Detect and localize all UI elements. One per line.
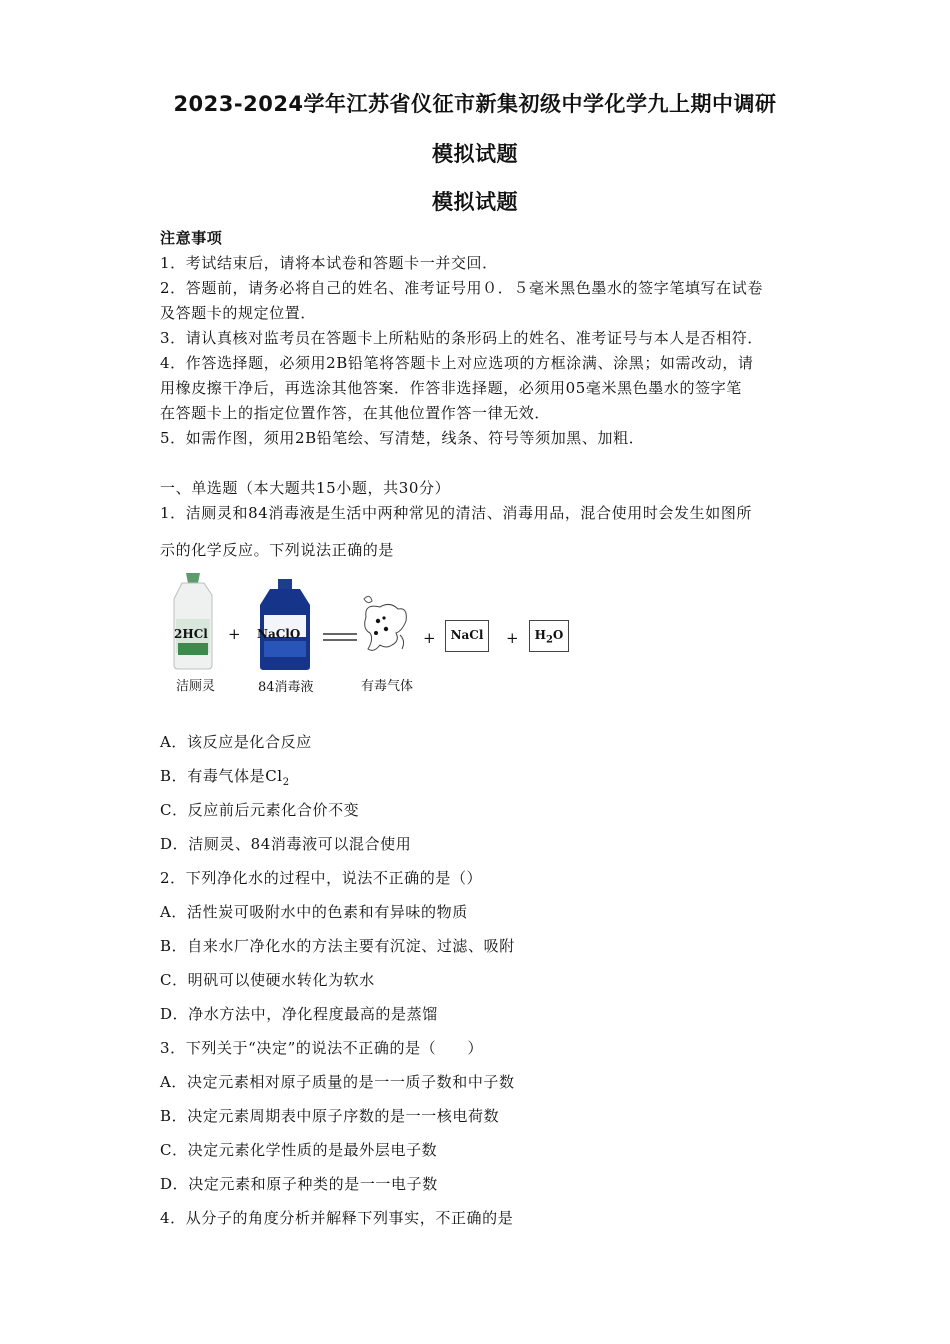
- product-water-o: O: [552, 628, 564, 642]
- question-1-option-b: [160, 765, 800, 788]
- product-water-box: [529, 620, 569, 652]
- notice-line: 1．考试结束后，请将本试卷和答题卡一并交回．: [160, 254, 498, 272]
- notice-line: 4．作答选择题，必须用2B铅笔将答题卡上对应选项的方框涂满、涂黑；如需改动，请: [160, 354, 754, 372]
- question-3-option: A．决定元素相对原子质量的是一一质子数和中子数: [160, 1073, 515, 1091]
- notice-line: 用橡皮擦干净后，再选涂其他答案．作答非选择题，必须用05毫米黑色墨水的签字笔: [160, 379, 742, 397]
- question-2-option: B．自来水厂净化水的方法主要有沉淀、过滤、吸附: [160, 937, 515, 955]
- question-2-option: A．活性炭可吸附水中的色素和有异味的物质: [160, 903, 468, 921]
- question-2-stem: 2．下列净化水的过程中，说法不正确的是（）: [160, 869, 483, 887]
- question-4-stem: 4．从分子的角度分析并解释下列事实，不正确的是: [160, 1209, 514, 1227]
- bottle-2-caption: 84消毒液: [258, 680, 314, 695]
- question-3-option: B．决定元素周期表中原子序数的是一一核电荷数: [160, 1107, 500, 1125]
- question-2-option: D．净水方法中，净化程度最高的是蒸馏: [160, 1005, 438, 1023]
- option-b-subscript: 2: [282, 777, 290, 788]
- toilet-cleaner-bottle-icon: [168, 569, 218, 671]
- page-title: 2023-2024学年江苏省仪征市新集初级中学化学九上期中调研: [173, 92, 777, 116]
- question-3-option: D．决定元素和原子种类的是一一电子数: [160, 1175, 438, 1193]
- question-3-option: C．决定元素化学性质的是最外层电子数: [160, 1141, 438, 1159]
- option-b-text: B．有毒气体是Cl: [160, 767, 283, 785]
- section-heading: 一、单选题（本大题共15小题，共30分）: [160, 479, 451, 497]
- question-1-stem: 1．洁厕灵和84消毒液是生活中两种常见的清洁、消毒用品，混合使用时会发生如图所: [160, 504, 753, 522]
- notice-line: 在答题卡上的指定位置作答，在其他位置作答一律无效．: [160, 404, 551, 422]
- plus-sign: +: [423, 629, 436, 647]
- question-1-option-a: A．该反应是化合反应: [160, 733, 312, 751]
- plus-sign: +: [506, 629, 519, 647]
- question-2-option: C．明矾可以使硬水转化为软水: [160, 971, 375, 989]
- disinfectant-bottle-icon: [256, 577, 316, 671]
- gas-caption: 有毒气体: [361, 679, 414, 694]
- notice-line: 2．答题前，请务必将自己的姓名、准考证号用０．５毫米黑色墨水的签字笔填写在试卷: [160, 279, 763, 297]
- bottle-1-formula: 2HCl: [174, 627, 208, 641]
- product-nacl-label: NaCl: [450, 628, 484, 642]
- product-water-subscript: 2: [545, 634, 553, 646]
- page-subtitle: 模拟试题: [432, 190, 518, 214]
- reaction-figure: [160, 565, 580, 700]
- question-3-stem: 3．下列关于“决定”的说法不正确的是（ ）: [160, 1039, 484, 1057]
- product-water-h: H: [534, 628, 546, 642]
- bottle-1-caption: 洁厕灵: [176, 679, 216, 694]
- notice-line: 5．如需作图，须用2B铅笔绘、写清楚，线条、符号等须加黑、加粗．: [160, 429, 645, 447]
- product-nacl-box: [445, 620, 489, 652]
- plus-sign: +: [228, 625, 241, 643]
- question-1-option-c: C．反应前后元素化合价不变: [160, 801, 360, 819]
- notice-line: 及答题卡的规定位置．: [160, 304, 317, 322]
- notice-line: 3．请认真核对监考员在答题卡上所粘贴的条形码上的姓名、准考证号与本人是否相符．: [160, 329, 763, 347]
- equals-sign-icon: [323, 631, 357, 643]
- toxic-gas-icon: [356, 591, 416, 666]
- notice-heading: 注意事项: [160, 229, 223, 247]
- question-1-stem-cont: 示的化学反应。下列说法正确的是: [160, 541, 395, 559]
- page-title-line2: 模拟试题: [432, 142, 518, 166]
- bottle-2-formula: NaClO: [257, 627, 301, 641]
- question-1-option-d: D．洁厕灵、84消毒液可以混合使用: [160, 835, 412, 853]
